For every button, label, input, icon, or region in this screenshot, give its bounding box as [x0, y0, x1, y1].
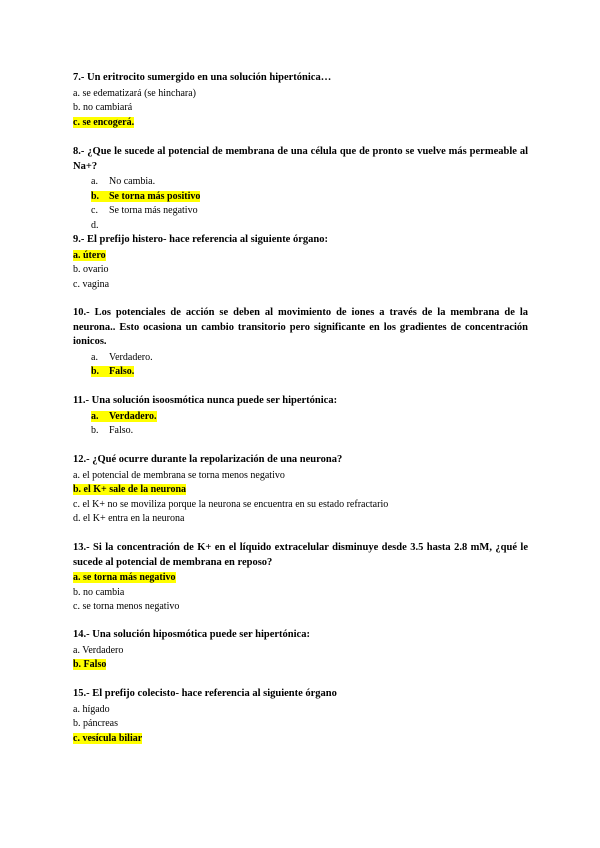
highlighted-answer: a. se torna más negativo	[73, 572, 176, 583]
question-11	[73, 394, 528, 439]
option-b: b. páncreas	[73, 718, 118, 729]
highlighted-answer: b. Falso.	[91, 366, 135, 377]
question-12	[73, 453, 528, 527]
highlighted-answer: a. Verdadero.	[91, 410, 157, 422]
option-b-correct	[73, 483, 528, 498]
option-b: b. ovario	[73, 264, 109, 275]
question-13	[73, 541, 528, 615]
option-b-correct	[73, 658, 528, 673]
option-b: b. Falso.	[91, 425, 134, 436]
highlighted-answer: b. el K+ sale de la neurona	[73, 484, 187, 495]
highlighted-answer: c. vesícula biliar	[73, 732, 143, 744]
option-c-correct	[73, 732, 528, 747]
option-d: d.	[91, 219, 99, 231]
highlighted-answer: c. se encogerá.	[73, 116, 135, 128]
question-text: 15.- El prefijo colecisto- hace referencia al siguiente órgano	[73, 688, 337, 699]
option-b: b. no cambia	[73, 586, 125, 598]
question-text: 8.- ¿Que le sucede al potencial de membrana de una célula que de pronto se vuelve más permeable al Na+?	[73, 146, 528, 172]
highlighted-answer: a. útero	[73, 249, 106, 261]
option-b: b. no cambiará	[73, 102, 133, 113]
question-15	[73, 687, 528, 746]
highlighted-answer: b. Falso	[73, 659, 107, 670]
question-8	[73, 145, 528, 233]
option-c: c. el K+ no se moviliza porque la neurona se encuentra en su estado refractario	[73, 498, 389, 510]
option-a: a. hígado	[73, 703, 110, 715]
question-text: 11.- Una solución isoosmótica nunca puede ser hipertónica:	[73, 395, 338, 406]
option-c-correct	[73, 116, 528, 131]
option-a-correct	[73, 410, 528, 425]
option-a-correct	[73, 571, 528, 586]
option-c: c. vagina	[73, 278, 110, 290]
option-b-correct	[73, 365, 528, 380]
option-a: a. Verdadero.	[91, 351, 153, 363]
highlighted-answer: b. Se torna más positivo	[91, 190, 201, 202]
option-b-correct	[73, 190, 528, 205]
option-a: a. se edematizará (se hinchara)	[73, 87, 196, 99]
question-text: 9.- El prefijo histero- hace referencia al siguiente órgano:	[73, 234, 328, 245]
question-9	[73, 233, 528, 292]
option-c: c. se torna menos negativo	[73, 601, 180, 612]
question-10	[73, 306, 528, 380]
option-c: c. Se torna más negativo	[91, 205, 198, 216]
question-7	[73, 71, 528, 130]
option-a: a. Verdadero	[73, 644, 124, 656]
question-text: 14.- Una solución hiposmótica puede ser hipertónica:	[73, 629, 310, 640]
question-text: 7.- Un eritrocito sumergido en una solución hipertónica…	[73, 72, 332, 83]
question-text: 13.- Si la concentración de K+ en el líquido extracelular disminuye desde 3.5 hasta 2.8 mM, ¿qué le sucede al potencial de membrana en reposo?	[73, 542, 528, 568]
question-text: 12.- ¿Qué ocurre durante la repolarización de una neurona?	[73, 454, 343, 465]
option-a: a. el potencial de membrana se torna menos negativo	[73, 469, 285, 481]
option-a-correct	[73, 249, 528, 264]
option-d: d. el K+ entra en la neurona	[73, 513, 185, 524]
question-14	[73, 628, 528, 673]
question-text: 10.- Los potenciales de acción se deben al movimiento de iones a través de la membrana de la neurona.. Esto ocasiona un cambio transitorio pero significante en los gradientes de concentración ionicos.	[73, 307, 528, 347]
option-a: a. No cambia.	[91, 176, 156, 187]
